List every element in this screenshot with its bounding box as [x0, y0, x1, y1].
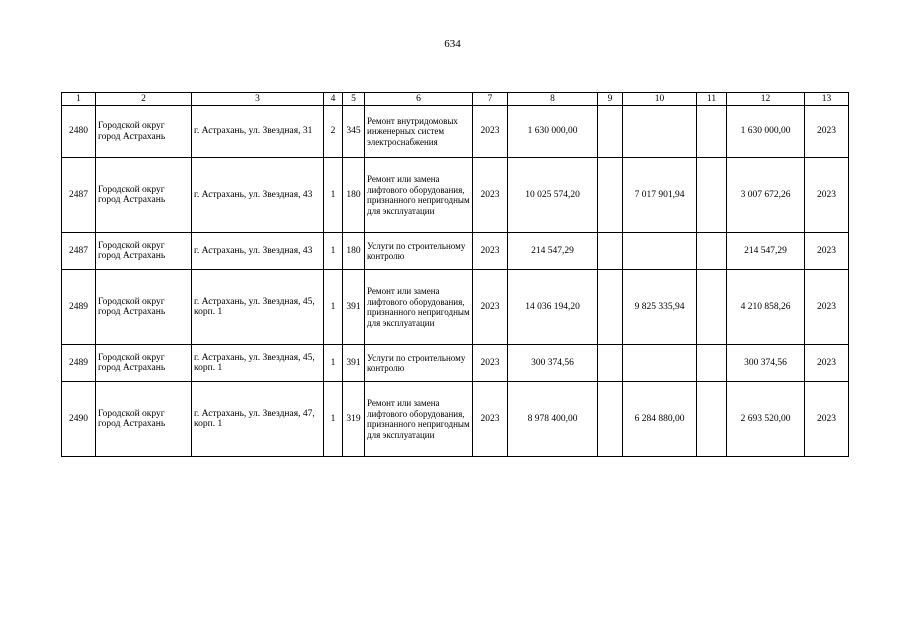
cell-total-cost: 10 025 574,20: [508, 158, 598, 233]
cell-id: 2487: [62, 233, 96, 270]
cell-col5: 180: [343, 158, 365, 233]
cell-year: 2023: [473, 345, 508, 382]
cell-col5: 319: [343, 382, 365, 457]
cell-end-year: 2023: [805, 158, 849, 233]
cell-id: 2487: [62, 158, 96, 233]
cell-col4: 1: [324, 233, 343, 270]
cell-end-year: 2023: [805, 345, 849, 382]
cell-address: г. Астрахань, ул. Звездная, 45, корп. 1: [192, 345, 324, 382]
cell-work-type: Ремонт или замена лифтового оборудования, признанного непригодным для эксплуатации: [365, 382, 473, 457]
cell-end-year: 2023: [805, 233, 849, 270]
cell-col11: [697, 270, 727, 345]
cell-address: г. Астрахань, ул. Звездная, 31: [192, 106, 324, 158]
cell-year: 2023: [473, 106, 508, 158]
column-header: 10: [623, 93, 697, 106]
cell-col5: 391: [343, 270, 365, 345]
cell-total-cost: 14 036 194,20: [508, 270, 598, 345]
cell-col5: 180: [343, 233, 365, 270]
cell-col11: [697, 382, 727, 457]
cell-work-type: Услуги по строительному контролю: [365, 345, 473, 382]
column-header: 2: [96, 93, 192, 106]
cell-work-type: Услуги по строительному контролю: [365, 233, 473, 270]
cell-end-year: 2023: [805, 106, 849, 158]
cell-col10: 6 284 880,00: [623, 382, 697, 457]
cell-col9: [598, 270, 623, 345]
cell-municipality: Городской округ город Астрахань: [96, 270, 192, 345]
cell-col11: [697, 158, 727, 233]
cell-col10: 7 017 901,94: [623, 158, 697, 233]
cell-work-type: Ремонт или замена лифтового оборудования, признанного непригодным для эксплуатации: [365, 158, 473, 233]
column-header: 1: [62, 93, 96, 106]
cell-address: г. Астрахань, ул. Звездная, 43: [192, 158, 324, 233]
column-header: 9: [598, 93, 623, 106]
cell-col12: 300 374,56: [727, 345, 805, 382]
cell-col9: [598, 345, 623, 382]
cell-id: 2489: [62, 270, 96, 345]
table-row: [62, 158, 849, 233]
cell-col4: 2: [324, 106, 343, 158]
table-row: [62, 382, 849, 457]
cell-col10: [623, 345, 697, 382]
cell-id: 2490: [62, 382, 96, 457]
column-header: 11: [697, 93, 727, 106]
cell-total-cost: 8 978 400,00: [508, 382, 598, 457]
cell-address: г. Астрахань, ул. Звездная, 45, корп. 1: [192, 270, 324, 345]
cell-col4: 1: [324, 345, 343, 382]
cell-municipality: Городской округ город Астрахань: [96, 106, 192, 158]
cell-end-year: 2023: [805, 270, 849, 345]
page-number: 634: [444, 38, 461, 50]
table-row: [62, 233, 849, 270]
cell-year: 2023: [473, 158, 508, 233]
cell-col12: 1 630 000,00: [727, 106, 805, 158]
cell-col5: 345: [343, 106, 365, 158]
cell-year: 2023: [473, 382, 508, 457]
cell-col12: 214 547,29: [727, 233, 805, 270]
cell-col12: 4 210 858,26: [727, 270, 805, 345]
column-header: 7: [473, 93, 508, 106]
cell-total-cost: 1 630 000,00: [508, 106, 598, 158]
cell-col10: [623, 233, 697, 270]
cell-col11: [697, 345, 727, 382]
cell-end-year: 2023: [805, 382, 849, 457]
cell-col4: 1: [324, 382, 343, 457]
cell-work-type: Ремонт или замена лифтового оборудования, признанного непригодным для эксплуатации: [365, 270, 473, 345]
cell-col9: [598, 106, 623, 158]
cell-col5: 391: [343, 345, 365, 382]
cell-col12: 3 007 672,26: [727, 158, 805, 233]
table-row: [62, 270, 849, 345]
cell-col10: 9 825 335,94: [623, 270, 697, 345]
cell-col10: [623, 106, 697, 158]
cell-municipality: Городской округ город Астрахань: [96, 158, 192, 233]
table-row: [62, 106, 849, 158]
column-header: 13: [805, 93, 849, 106]
column-header: 8: [508, 93, 598, 106]
column-header: 6: [365, 93, 473, 106]
cell-col12: 2 693 520,00: [727, 382, 805, 457]
cell-work-type: Ремонт внутридомовых инженерных систем электроснабжения: [365, 106, 473, 158]
cell-municipality: Городской округ город Астрахань: [96, 233, 192, 270]
header-row: [62, 93, 849, 106]
cell-year: 2023: [473, 270, 508, 345]
cell-col11: [697, 106, 727, 158]
cell-col4: 1: [324, 158, 343, 233]
column-header: 4: [324, 93, 343, 106]
cell-col9: [598, 233, 623, 270]
table-row: [62, 345, 849, 382]
cell-address: г. Астрахань, ул. Звездная, 47, корп. 1: [192, 382, 324, 457]
cell-id: 2480: [62, 106, 96, 158]
cell-address: г. Астрахань, ул. Звездная, 43: [192, 233, 324, 270]
cell-col9: [598, 382, 623, 457]
cell-total-cost: 214 547,29: [508, 233, 598, 270]
cell-municipality: Городской округ город Астрахань: [96, 345, 192, 382]
column-header: 12: [727, 93, 805, 106]
column-header: 3: [192, 93, 324, 106]
column-header: 5: [343, 93, 365, 106]
cell-col11: [697, 233, 727, 270]
cell-year: 2023: [473, 233, 508, 270]
cell-id: 2489: [62, 345, 96, 382]
cell-col4: 1: [324, 270, 343, 345]
cell-total-cost: 300 374,56: [508, 345, 598, 382]
cell-col9: [598, 158, 623, 233]
register-table: [61, 92, 849, 457]
cell-municipality: Городской округ город Астрахань: [96, 382, 192, 457]
